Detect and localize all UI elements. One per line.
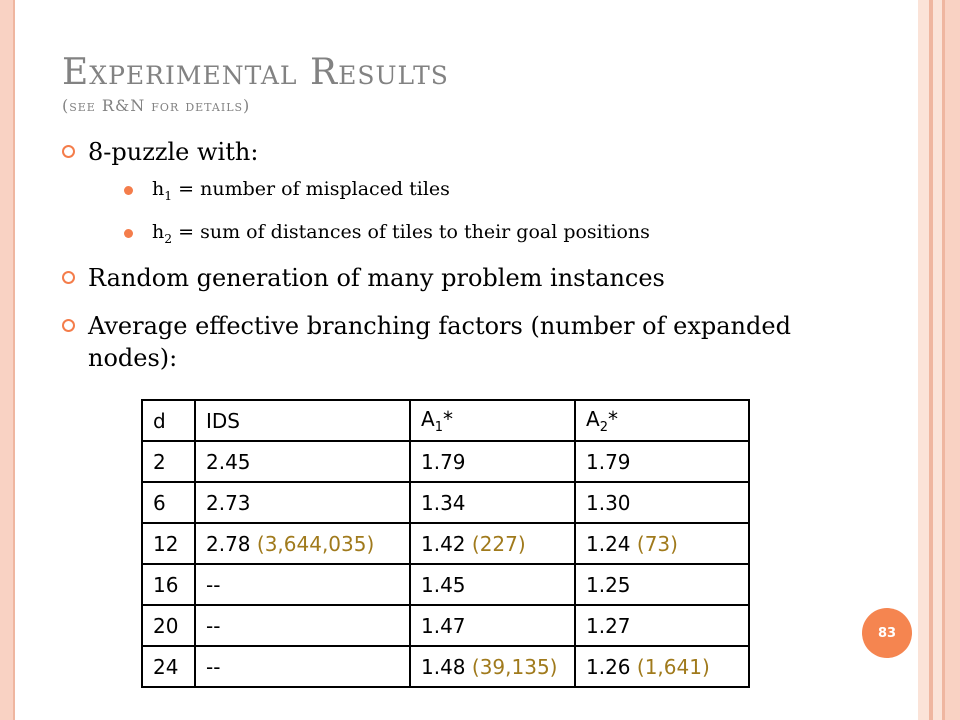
expanded-nodes-note: (1,641) (636, 654, 710, 679)
table-cell: 1.42 (227) (410, 523, 575, 564)
slide-title: Experimental Results (62, 52, 449, 93)
table-header-cell: IDS (195, 400, 410, 441)
table-cell: 1.30 (575, 482, 749, 523)
left-border-line (13, 0, 15, 720)
dot-bullet-icon (124, 229, 133, 238)
table-cell: -- (195, 564, 410, 605)
page-number-badge: 83 (862, 608, 912, 658)
ring-bullet-icon (62, 319, 75, 332)
sub-bullet-text: $h_1$ = number of misplaced tiles (152, 178, 450, 203)
table-cell: 1.48 (39,135) (410, 646, 575, 687)
dot-bullet-icon (124, 186, 133, 195)
table-cell: -- (195, 605, 410, 646)
table-row (142, 482, 749, 523)
table-cell: 2.45 (195, 441, 410, 482)
table-cell: 12 (142, 523, 195, 564)
table-cell: 1.79 (575, 441, 749, 482)
table-cell: 1.26 (1,641) (575, 646, 749, 687)
right-stripe-3 (933, 0, 942, 720)
results-table (141, 399, 750, 688)
table-cell: -- (195, 646, 410, 687)
table-cell: 6 (142, 482, 195, 523)
table-cell: 1.34 (410, 482, 575, 523)
table-row (142, 441, 749, 482)
bullet-text: Average effective branching factors (number of expanded nodes): (88, 312, 791, 372)
bullet-text: Random generation of many problem instances (88, 264, 665, 292)
sub-bullet-text: $h_2$ = sum of distances of tiles to their goal positions (152, 221, 650, 246)
table-cell: 1.27 (575, 605, 749, 646)
table-header-cell: d (142, 400, 195, 441)
expanded-nodes-note: (39,135) (471, 654, 558, 679)
table-header-cell: $A_1*$ (410, 400, 575, 441)
table-header-row (142, 400, 749, 441)
table-cell: 2 (142, 441, 195, 482)
expanded-nodes-note: (227) (471, 531, 526, 556)
table-cell: 2.73 (195, 482, 410, 523)
table-row (142, 646, 749, 687)
right-stripe-5 (945, 0, 960, 720)
table-cell: 1.24 (73) (575, 523, 749, 564)
expanded-nodes-note: (73) (636, 531, 678, 556)
right-stripe-1 (918, 0, 929, 720)
table-cell: 20 (142, 605, 195, 646)
table-header-cell: $A_2*$ (575, 400, 749, 441)
expanded-nodes-note: (3,644,035) (256, 531, 375, 556)
table-row (142, 605, 749, 646)
table-cell: 1.47 (410, 605, 575, 646)
table-cell: 24 (142, 646, 195, 687)
table-row (142, 523, 749, 564)
table-cell: 16 (142, 564, 195, 605)
table-row (142, 564, 749, 605)
table-cell: 1.25 (575, 564, 749, 605)
table-cell: 1.79 (410, 441, 575, 482)
left-border-decoration (0, 0, 13, 720)
table-cell: 2.78 (3,644,035) (195, 523, 410, 564)
table-cell: 1.45 (410, 564, 575, 605)
slide-subtitle: (see R&N for details) (62, 96, 251, 115)
ring-bullet-icon (62, 145, 75, 158)
ring-bullet-icon (62, 271, 75, 284)
bullet-text: 8-puzzle with: (88, 138, 259, 166)
